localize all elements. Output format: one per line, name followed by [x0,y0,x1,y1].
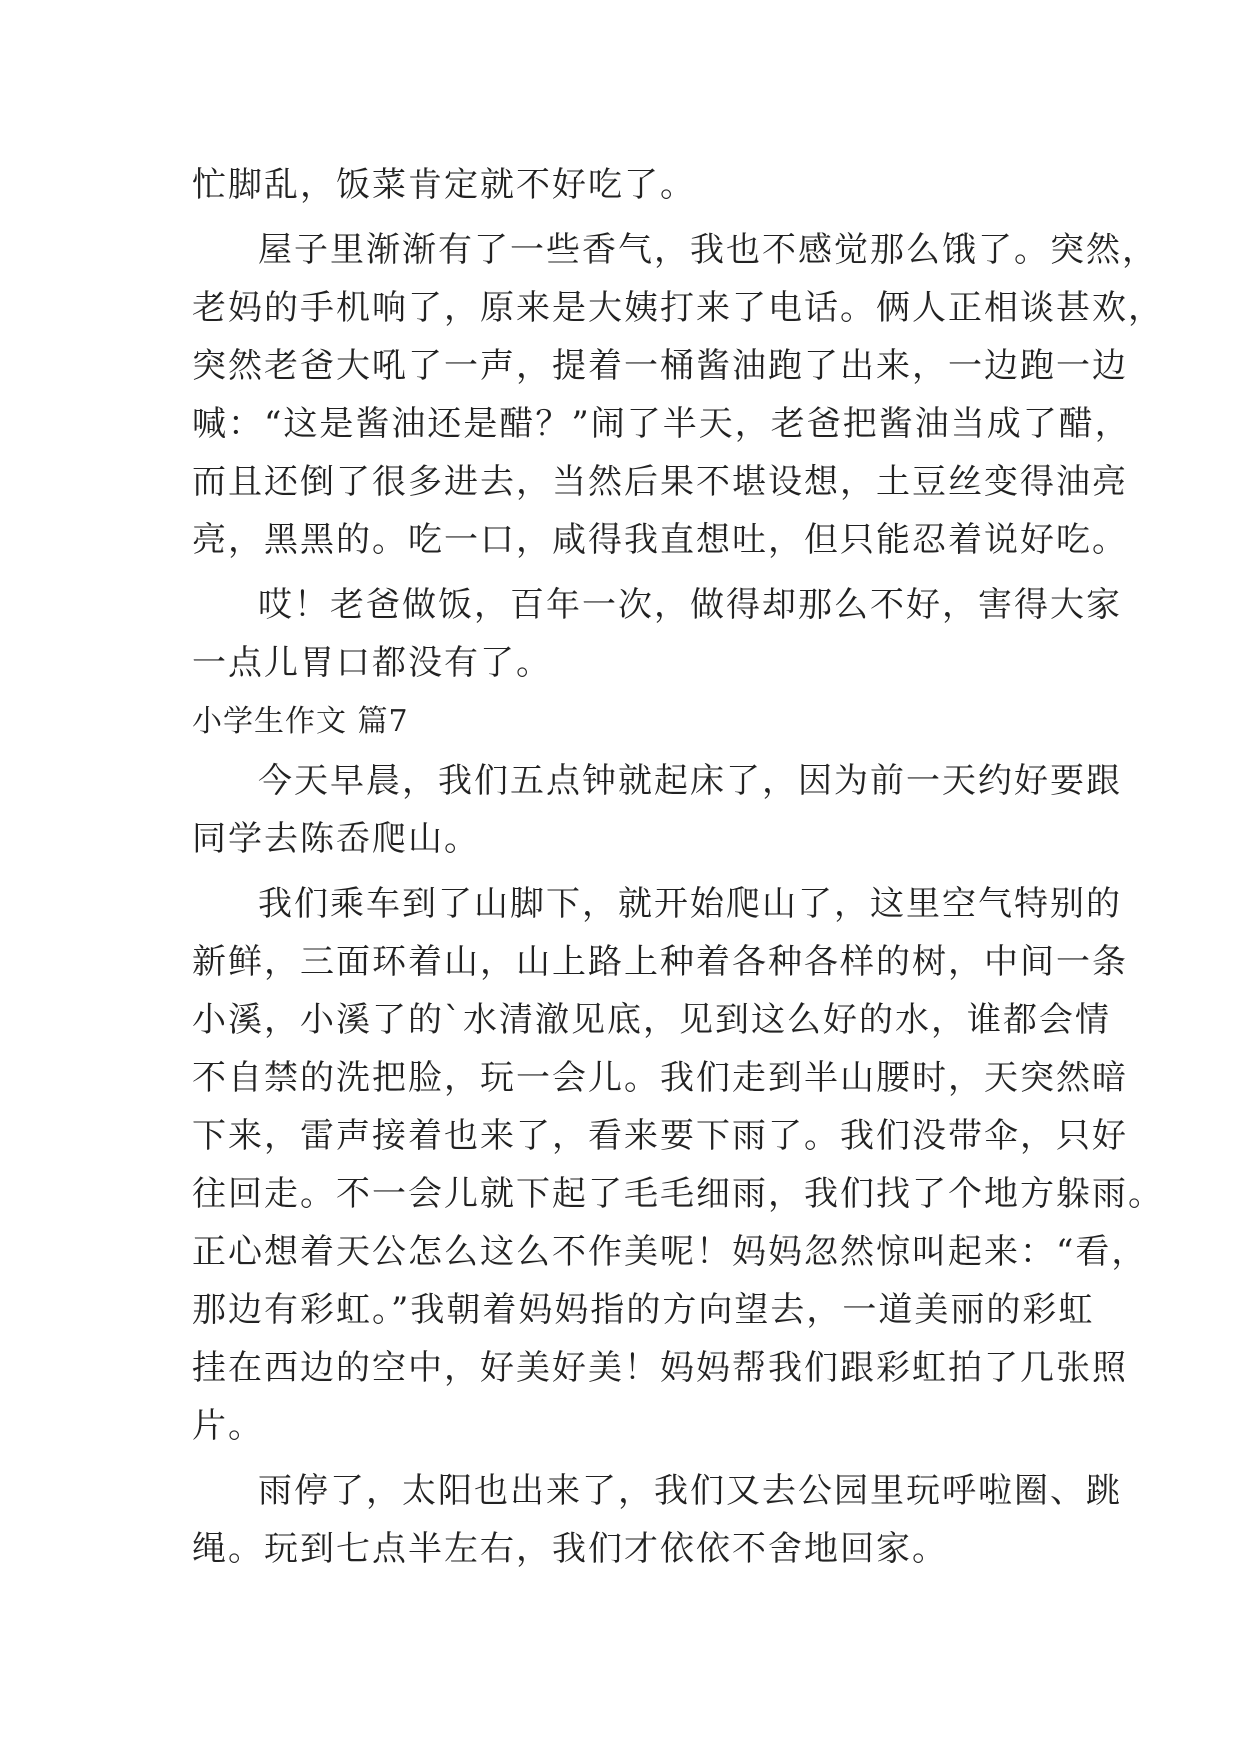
section-heading: 小学生作文 篇7 [192,704,409,739]
paragraph-start-line: 雨停了，太阳也出来了，我们又去公园里玩呼啦圈、跳 [258,1471,1122,1511]
text-line: 喊：“这是酱油还是醋？”闹了半天，老爸把酱油当成了醋， [192,404,1131,444]
paragraph-start-line: 屋子里渐渐有了一些香气，我也不感觉那么饿了。突然， [258,230,1158,270]
text-line: 正心想着天公怎么这么不作美呢！妈妈忽然惊叫起来：“看， [192,1232,1148,1272]
text-line: 同学去陈岙爬山。 [192,819,480,859]
text-line: 绳。玩到七点半左右，我们才依依不舍地回家。 [192,1529,948,1569]
text-line: 老妈的手机响了，原来是大姨打来了电话。俩人正相谈甚欢， [192,288,1164,328]
paragraph-start-line: 我们乘车到了山脚下，就开始爬山了，这里空气特别的 [258,884,1122,924]
text-line: 下来，雷声接着也来了，看来要下雨了。我们没带伞，只好 [192,1116,1128,1156]
text-line: 突然老爸大吼了一声，提着一桶酱油跑了出来，一边跑一边 [192,346,1128,386]
text-line: 往回走。不一会儿就下起了毛毛细雨，我们找了个地方躲雨。 [192,1174,1164,1214]
text-line: 而且还倒了很多进去，当然后果不堪设想，土豆丝变得油亮 [192,462,1128,502]
text-line: 一点儿胃口都没有了。 [192,643,552,683]
text-line: 那边有彩虹。”我朝着妈妈指的方向望去，一道美丽的彩虹 [192,1290,1095,1330]
paragraph-start-line: 哎！老爸做饭，百年一次，做得却那么不好，害得大家 [258,585,1122,625]
text-line: 片。 [192,1406,264,1446]
paragraph-start-line: 今天早晨，我们五点钟就起床了，因为前一天约好要跟 [258,761,1122,801]
text-line: 不自禁的洗把脸，玩一会儿。我们走到半山腰时，天突然暗 [192,1058,1128,1098]
text-line: 新鲜，三面环着山，山上路上种着各种各样的树，中间一条 [192,942,1128,982]
text-line: 小溪，小溪了的`水清澈见底，见到这么好的水，谁都会情 [192,1000,1111,1040]
text-line: 忙脚乱，饭菜肯定就不好吃了。 [192,165,696,205]
text-line: 挂在西边的空中，好美好美！妈妈帮我们跟彩虹拍了几张照 [192,1348,1128,1388]
text-line: 亮，黑黑的。吃一口，咸得我直想吐，但只能忍着说好吃。 [192,520,1128,560]
